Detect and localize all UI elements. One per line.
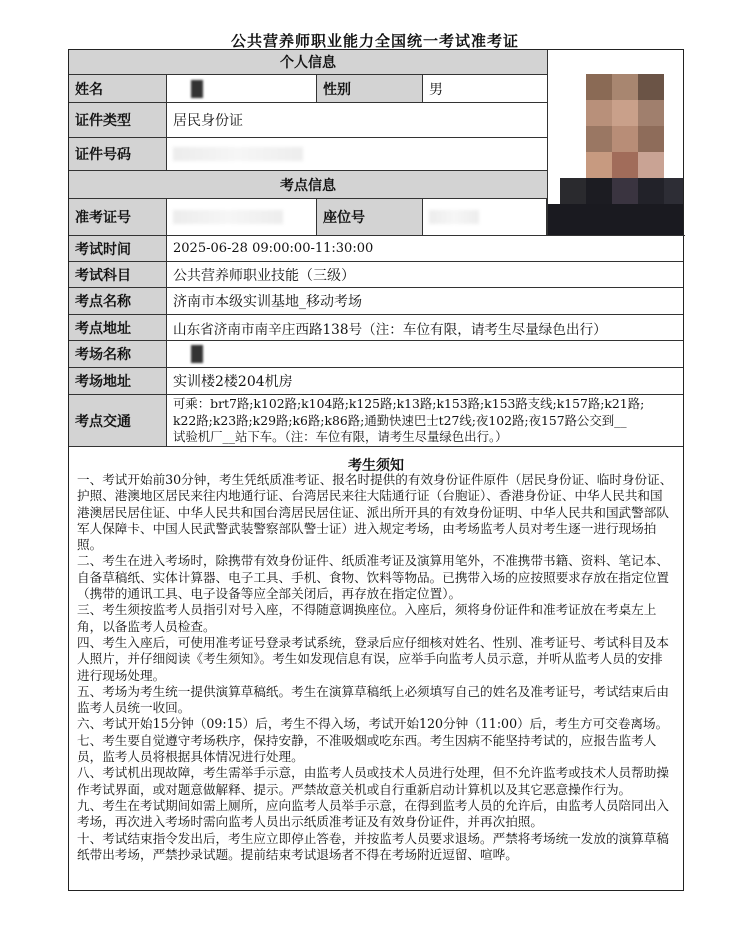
transport-line-2: k22路;k23路;k29路;k6路;k86路;通勤快速巴士t27线;夜102路;夜157路公交到__ bbox=[173, 412, 627, 428]
personal-section-title: 个人信息 bbox=[69, 50, 547, 74]
transport-value bbox=[167, 395, 683, 446]
name-label: 姓名 bbox=[69, 75, 167, 102]
transport-row bbox=[69, 395, 683, 447]
notice-item: 八、考试机出现故障，考生需举手示意，由监考人员或技术人员进行处理，但不允许监考或技术人员帮助操作考试界面，或对题意做解释、提示。严禁故意关机或自行重新启动计算机以及其它恶意操作行为。 bbox=[77, 765, 669, 797]
notice-item: 九、考生在考试期间如需上厕所，应向监考人员举手示意，在得到监考人员的允许后，由监考人员陪同出入考场，再次进入考场时需向监考人员出示纸质准考证及有效身份证件，并再次拍照。 bbox=[77, 797, 669, 830]
id-number-label: 证件号码 bbox=[69, 138, 167, 170]
notice-body bbox=[77, 472, 675, 863]
id-type-value: 居民身份证 bbox=[173, 113, 243, 129]
site-name-label: 考点名称 bbox=[69, 288, 167, 314]
transport-line-1: 可乘：brt7路;k102路;k104路;k125路;k13路;k153路;k153路支线;k157路;k21路; bbox=[173, 396, 645, 411]
ticket-value bbox=[167, 199, 317, 235]
room-address-value: 实训楼2楼204机房 bbox=[173, 374, 293, 390]
personal-section-header bbox=[69, 50, 547, 75]
transport-label: 考点交通 bbox=[69, 395, 167, 446]
subject-value: 公共营养师职业技能（三级） bbox=[173, 267, 355, 284]
time-label: 考试时间 bbox=[69, 236, 167, 261]
document-title: 公共营养师职业能力全国统一考试准考证 bbox=[230, 32, 519, 50]
id-type-label: 证件类型 bbox=[69, 103, 167, 137]
redacted-id-number bbox=[173, 147, 303, 161]
room-name-label: 考场名称 bbox=[69, 341, 167, 367]
admission-ticket bbox=[68, 49, 684, 891]
ticket-label: 准考证号 bbox=[69, 199, 167, 235]
site-address-label: 考点地址 bbox=[69, 315, 167, 340]
room-address-row bbox=[69, 368, 683, 395]
notice-item: 四、考生入座后，可使用准考证号登录考试系统，登录后应仔细核对姓名、性别、准考证号、考试科目及本人照片，并仔细阅读《考生须知》。考生如发现信息有误，应举手向监考人员示意，并听从监考人员的安排进行现场处理。 bbox=[77, 634, 669, 683]
notice-item: 六、考试开始15分钟（09:15）后，考生不得入场，考试开始120分钟（11:00）后，考生方可交卷离场。 bbox=[77, 716, 669, 732]
notice-item: 十、考试结束指令发出后，考生应立即停止答卷，并按监考人员要求退场。严禁将考场统一发放的演算草稿纸带出考场，严禁抄录试题。提前结束考试退场者不得在考场附近逗留、喧哗。 bbox=[77, 830, 669, 862]
site-address-value: 山东省济南市南辛庄西路138号（注：车位有限，请考生尽量绿色出行） bbox=[173, 321, 607, 338]
site-name-value: 济南市本级实训基地_移动考场 bbox=[173, 294, 362, 310]
candidate-photo bbox=[547, 50, 683, 236]
id-number-row bbox=[69, 138, 547, 171]
site-section-header bbox=[69, 171, 547, 199]
subject-label: 考试科目 bbox=[69, 262, 167, 287]
gender-label: 性别 bbox=[317, 75, 423, 102]
site-address-row bbox=[69, 315, 683, 341]
time-value: 2025-06-28 09:00:00-11:30:00 bbox=[173, 241, 374, 256]
name-row bbox=[69, 75, 547, 103]
notice-item: 二、考生在进入考场时，除携带有效身份证件、纸质准考证及演算用笔外，不准携带书籍、资料、笔记本、自备草稿纸、实体计算器、电子工具、手机、食物、饮料等物品。已携带入场的应按照要求存放在指定位置（携带的通讯工具、电子设备等应全部关闭后，再存放在指定位置）。 bbox=[77, 553, 669, 602]
room-name-row bbox=[69, 341, 683, 368]
redacted-name bbox=[191, 80, 203, 98]
room-name-value bbox=[167, 341, 683, 367]
notice-title: 考生须知 bbox=[348, 458, 404, 474]
id-number-value bbox=[167, 138, 547, 170]
name-value bbox=[167, 75, 317, 102]
notice-item: 五、考场为考生统一提供演算草稿纸。考生在演算草稿纸上必须填写自己的姓名及准考证号，考试结束后由监考人员统一收回。 bbox=[77, 683, 669, 716]
notice-item: 七、考生要自觉遵守考场秩序，保持安静，不准吸烟或吃东西。考生因病不能坚持考试的，应报告监考人员，监考人员将根据具体情况进行处理。 bbox=[77, 732, 657, 765]
transport-line-3: 试验机厂__站下车。（注：车位有限，请考生尽量绿色出行。） bbox=[173, 429, 508, 444]
seat-value bbox=[423, 199, 547, 235]
room-address-label: 考场地址 bbox=[69, 368, 167, 394]
seat-label: 座位号 bbox=[317, 199, 423, 235]
gender-value: 男 bbox=[429, 81, 443, 98]
redacted-seat-number bbox=[429, 210, 479, 224]
site-name-row bbox=[69, 288, 683, 315]
time-row bbox=[69, 236, 683, 262]
notice-item: 三、考生须按监考人员指引对号入座，不得随意调换座位。入座后，须将身份证件和准考证放在考桌左上角，以备监考人员检查。 bbox=[77, 602, 657, 634]
redacted-room-name bbox=[191, 345, 203, 363]
site-section-title: 考点信息 bbox=[69, 171, 547, 198]
subject-row bbox=[69, 262, 683, 288]
notice-item: 一、考试开始前30分钟，考生凭纸质准考证、报名时提供的有效身份证件原件（居民身份证、临时身份证、护照、港澳地区居民来往内地通行证、台湾居民来往大陆通行证（台胞证）、香港身份证、中华人民共和国港澳居民居住证、中华人民共和国台湾居民居住证、派出所开具的有效身份证明、中华人民共和国武警部队军人保障卡、中国人民武警武装警察部队警士证）进入规定考场，由考场监考人员对考生逐一进行现场拍照。 bbox=[77, 472, 673, 553]
id-type-row bbox=[69, 103, 547, 138]
redacted-ticket-number bbox=[173, 210, 283, 224]
